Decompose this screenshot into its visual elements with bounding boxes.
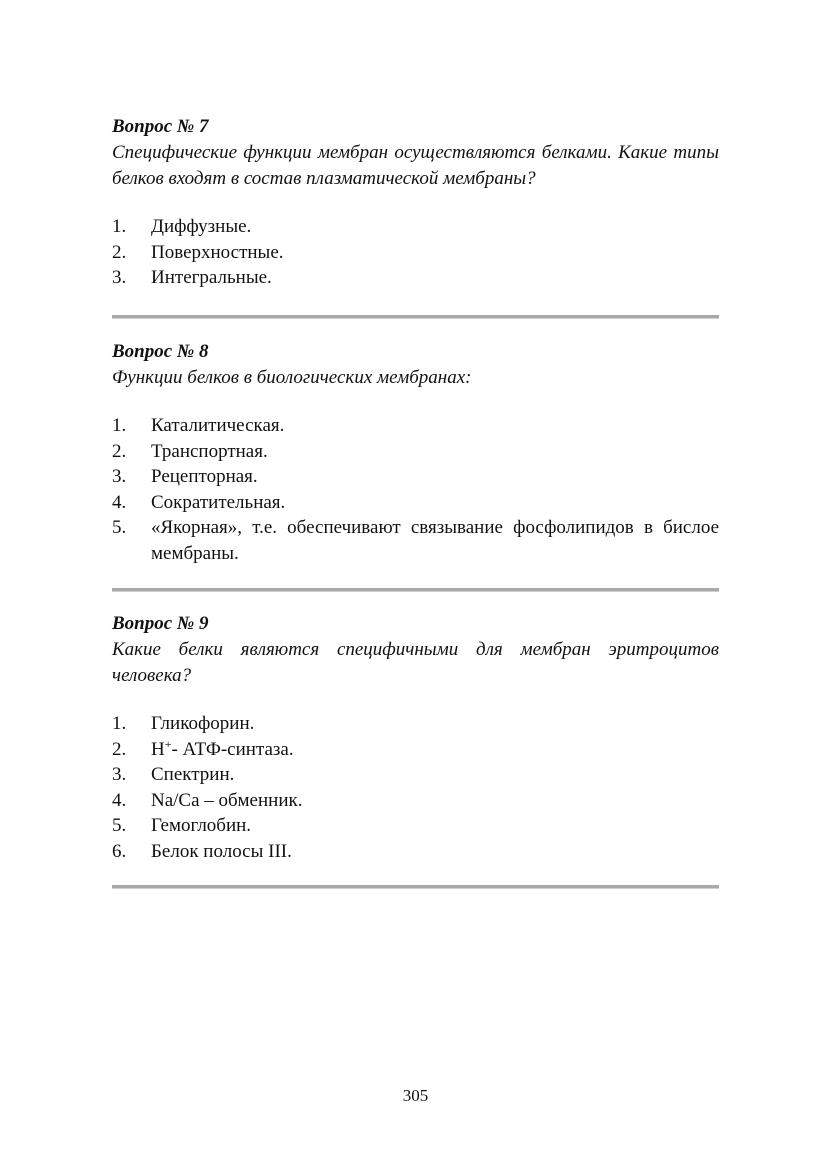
question-7 <box>112 113 719 291</box>
answer-text: Транспортная. <box>151 440 268 462</box>
answer-item <box>112 214 719 240</box>
answer-number: 1. <box>112 713 127 734</box>
question-text: Какие белки являются специфичными для мембран эритроцитов человека? <box>112 639 719 686</box>
answer-text: Белок полосы III. <box>151 840 292 862</box>
superscript-plus: + <box>164 736 172 751</box>
answer-text: «Якорная», т.е. обеспечивают связывание фосфолипидов в бислое мембраны. <box>151 517 719 564</box>
answer-number: 2. <box>112 241 127 263</box>
answer-number: 3. <box>112 764 127 785</box>
answer-item <box>112 839 719 865</box>
answer-number: 3. <box>112 267 127 288</box>
answer-item <box>112 813 719 839</box>
answer-text: Гликофорин. <box>151 713 255 734</box>
answer-item <box>112 788 719 814</box>
answer-item <box>112 711 719 737</box>
question-text <box>112 140 719 192</box>
answer-number: 4. <box>112 789 127 811</box>
answer-item <box>112 439 719 465</box>
answer-number: 5. <box>112 815 127 836</box>
answer-text: Na/Ca – обменник. <box>151 789 303 811</box>
section-divider <box>112 885 719 889</box>
answer-number: 2. <box>112 440 127 462</box>
answer-text: Каталитическая. <box>151 415 285 436</box>
answer-list <box>112 214 719 291</box>
answer-list <box>112 711 719 864</box>
question-text-line: Специфические функции мембран осуществляются белками. Какие типы белков входят в состав плазматической мембраны? <box>112 142 719 189</box>
answer-text-prefix: H <box>151 738 165 760</box>
answer-item <box>112 737 719 763</box>
answer-number: 1. <box>112 216 127 237</box>
answer-text <box>151 737 719 763</box>
answer-text: Сократительная. <box>151 491 286 513</box>
question-title: Вопрос № 9 <box>112 613 209 634</box>
answer-text: Интегральные. <box>151 267 272 288</box>
answer-item <box>112 265 719 291</box>
answer-text: Диффузные. <box>151 216 252 237</box>
answer-item <box>112 464 719 490</box>
answer-number: 2. <box>112 738 127 760</box>
answer-list <box>112 413 719 566</box>
answer-item <box>112 762 719 788</box>
answer-number: 1. <box>112 415 127 436</box>
answer-text: Спектрин. <box>151 764 235 785</box>
question-title: Вопрос № 8 <box>112 341 209 362</box>
page-number: 305 <box>402 1086 429 1105</box>
answer-number: 5. <box>112 517 127 538</box>
answer-item <box>112 240 719 266</box>
answer-number: 4. <box>112 491 127 513</box>
question-8 <box>112 338 719 566</box>
answer-text: Рецепторная. <box>151 466 258 487</box>
question-text: Функции белков в биологических мембранах: <box>112 367 472 388</box>
question-9 <box>112 610 719 864</box>
answer-item <box>112 490 719 516</box>
answer-text-rest: - АТФ-синтаза. <box>171 738 294 760</box>
answer-number: 6. <box>112 840 127 862</box>
answer-text: Поверхностные. <box>151 241 284 263</box>
answer-number: 3. <box>112 466 127 487</box>
section-divider <box>112 588 719 592</box>
answer-item <box>112 413 719 439</box>
answer-text: Гемоглобин. <box>151 815 252 836</box>
section-divider <box>112 315 719 319</box>
question-title: Вопрос № 7 <box>112 116 209 137</box>
answer-item <box>112 515 719 566</box>
